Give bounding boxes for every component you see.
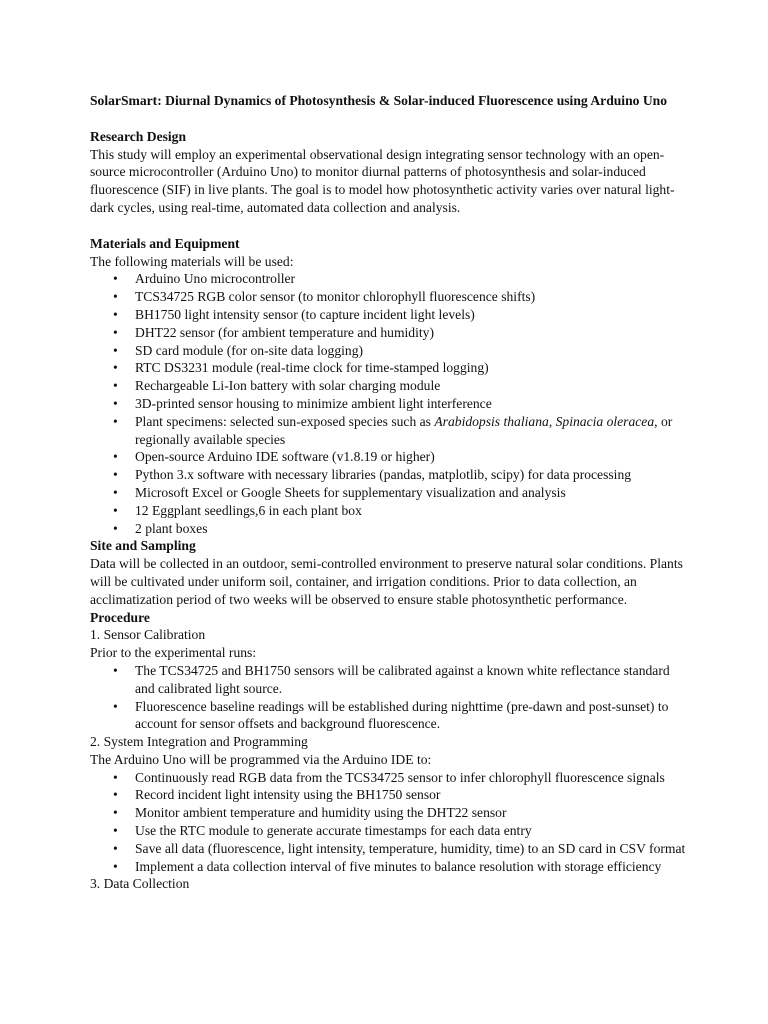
list-item: • DHT22 sensor (for ambient temperature and humidity) [113,324,434,340]
bullet-icon: • [113,858,118,874]
list-item: • 2 plant boxes [113,520,208,536]
list-item: • TCS34725 RGB color sensor (to monitor chlorophyll fluorescence shifts) [113,289,536,305]
calibration-list [90,662,690,733]
bullet-icon: • [113,342,118,358]
bullet-icon: • [113,662,118,678]
procedure-step-intro: Prior to the experimental runs: [90,645,257,661]
procedure-step-title: 1. Sensor Calibration [90,627,206,643]
list-item: • Fluorescence baseline readings will be established during nighttime (pre-dawn and post-sunset) to account for sensor offsets and background fluorescence. [113,698,669,732]
materials-intro: The following materials will be used: [90,253,294,269]
document-page [90,92,690,893]
list-item: • Arduino Uno microcontroller [113,271,296,287]
procedure-step-title: 2. System Integration and Programming [90,734,308,750]
site-sampling-heading: Site and Sampling [90,538,196,554]
bullet-icon: • [113,467,118,483]
bullet-icon: • [113,378,118,394]
list-item: • BH1750 light intensity sensor (to capture incident light levels) [113,306,475,322]
bullet-icon: • [113,360,118,376]
bullet-icon: • [113,449,118,465]
list-item: • 3D-printed sensor housing to minimize ambient light interference [113,395,492,411]
bullet-icon: • [113,324,118,340]
bullet-icon: • [113,502,118,518]
species-name: Spinacia oleracea [555,413,655,429]
materials-list [90,270,690,537]
bullet-icon: • [113,395,118,411]
spacer [90,217,690,235]
list-item: • Python 3.x software with necessary libraries (pandas, matplotlib, scipy) for data processing [113,467,632,483]
list-item: • RTC DS3231 module (real-time clock for time-stamped logging) [113,360,489,376]
research-design-heading: Research Design [90,128,187,144]
procedure-step-title: 3. Data Collection [90,876,190,892]
bullet-icon: • [113,769,118,785]
bullet-icon: • [113,413,118,429]
procedure-section [90,609,690,894]
bullet-icon: • [113,823,118,839]
programming-list [90,769,690,876]
list-item: • Rechargeable Li-Ion battery with solar charging module [113,378,441,394]
bullet-icon: • [113,520,118,536]
species-name: Arabidopsis thaliana [434,413,549,429]
list-item: • Monitor ambient temperature and humidity using the DHT22 sensor [113,805,507,821]
research-design-section [90,128,690,217]
list-item: • Save all data (fluorescence, light intensity, temperature, humidity, time) to an SD card in CSV format [113,840,686,856]
list-item: • Implement a data collection interval of five minutes to balance resolution with storage efficiency [113,858,662,874]
list-item: • Use the RTC module to generate accurate timestamps for each data entry [113,823,532,839]
list-item-plant-specimens: • Plant specimens: selected sun-exposed species such as Arabidopsis thaliana, Spinacia oleracea, or regionally available species [113,413,673,447]
list-item: • Continuously read RGB data from the TCS34725 sensor to infer chlorophyll fluorescence signals [113,769,665,785]
list-item: • 12 Eggplant seedlings,6 in each plant box [113,502,362,518]
list-item: • Record incident light intensity using the BH1750 sensor [113,787,441,803]
document-title: SolarSmart: Diurnal Dynamics of Photosynthesis & Solar-induced Fluorescence using Arduino Uno [90,93,668,108]
bullet-icon: • [113,271,118,287]
bullet-icon: • [113,484,118,500]
bullet-icon: • [113,805,118,821]
bullet-icon: • [113,787,118,803]
spacer [90,110,690,128]
materials-section [90,235,690,538]
list-item: • The TCS34725 and BH1750 sensors will be calibrated against a known white reflectance standard and calibrated light source. [113,662,670,696]
list-item: • SD card module (for on-site data logging) [113,342,364,358]
bullet-icon: • [113,306,118,322]
research-design-text: This study will employ an experimental observational design integrating sensor technology with an open-source microcontroller (Arduino Uno) to monitor diurnal patterns of photosynthesis and solar-induced fluorescence (SIF) in live plants. The goal is to model how photosynthetic activity varies over natural light-dark cycles, using real-time, automated data collection and analysis. [90,146,675,215]
site-sampling-text: Data will be collected in an outdoor, semi-controlled environment to preserve natural solar conditions. Plants will be cultivated under uniform soil, container, and irrigation conditions. Prior to data collection, an acclimatization period of two weeks will be observed to ensure stable photosynthetic performance. [90,556,683,607]
list-item: • Microsoft Excel or Google Sheets for supplementary visualization and analysis [113,484,566,500]
procedure-heading: Procedure [90,609,150,625]
materials-heading: Materials and Equipment [90,235,240,251]
bullet-icon: • [113,289,118,305]
list-item: • Open-source Arduino IDE software (v1.8.19 or higher) [113,449,435,465]
bullet-icon: • [113,698,118,714]
bullet-icon: • [113,840,118,856]
site-sampling-section [90,537,690,608]
procedure-step-intro: The Arduino Uno will be programmed via the Arduino IDE to: [90,751,432,767]
